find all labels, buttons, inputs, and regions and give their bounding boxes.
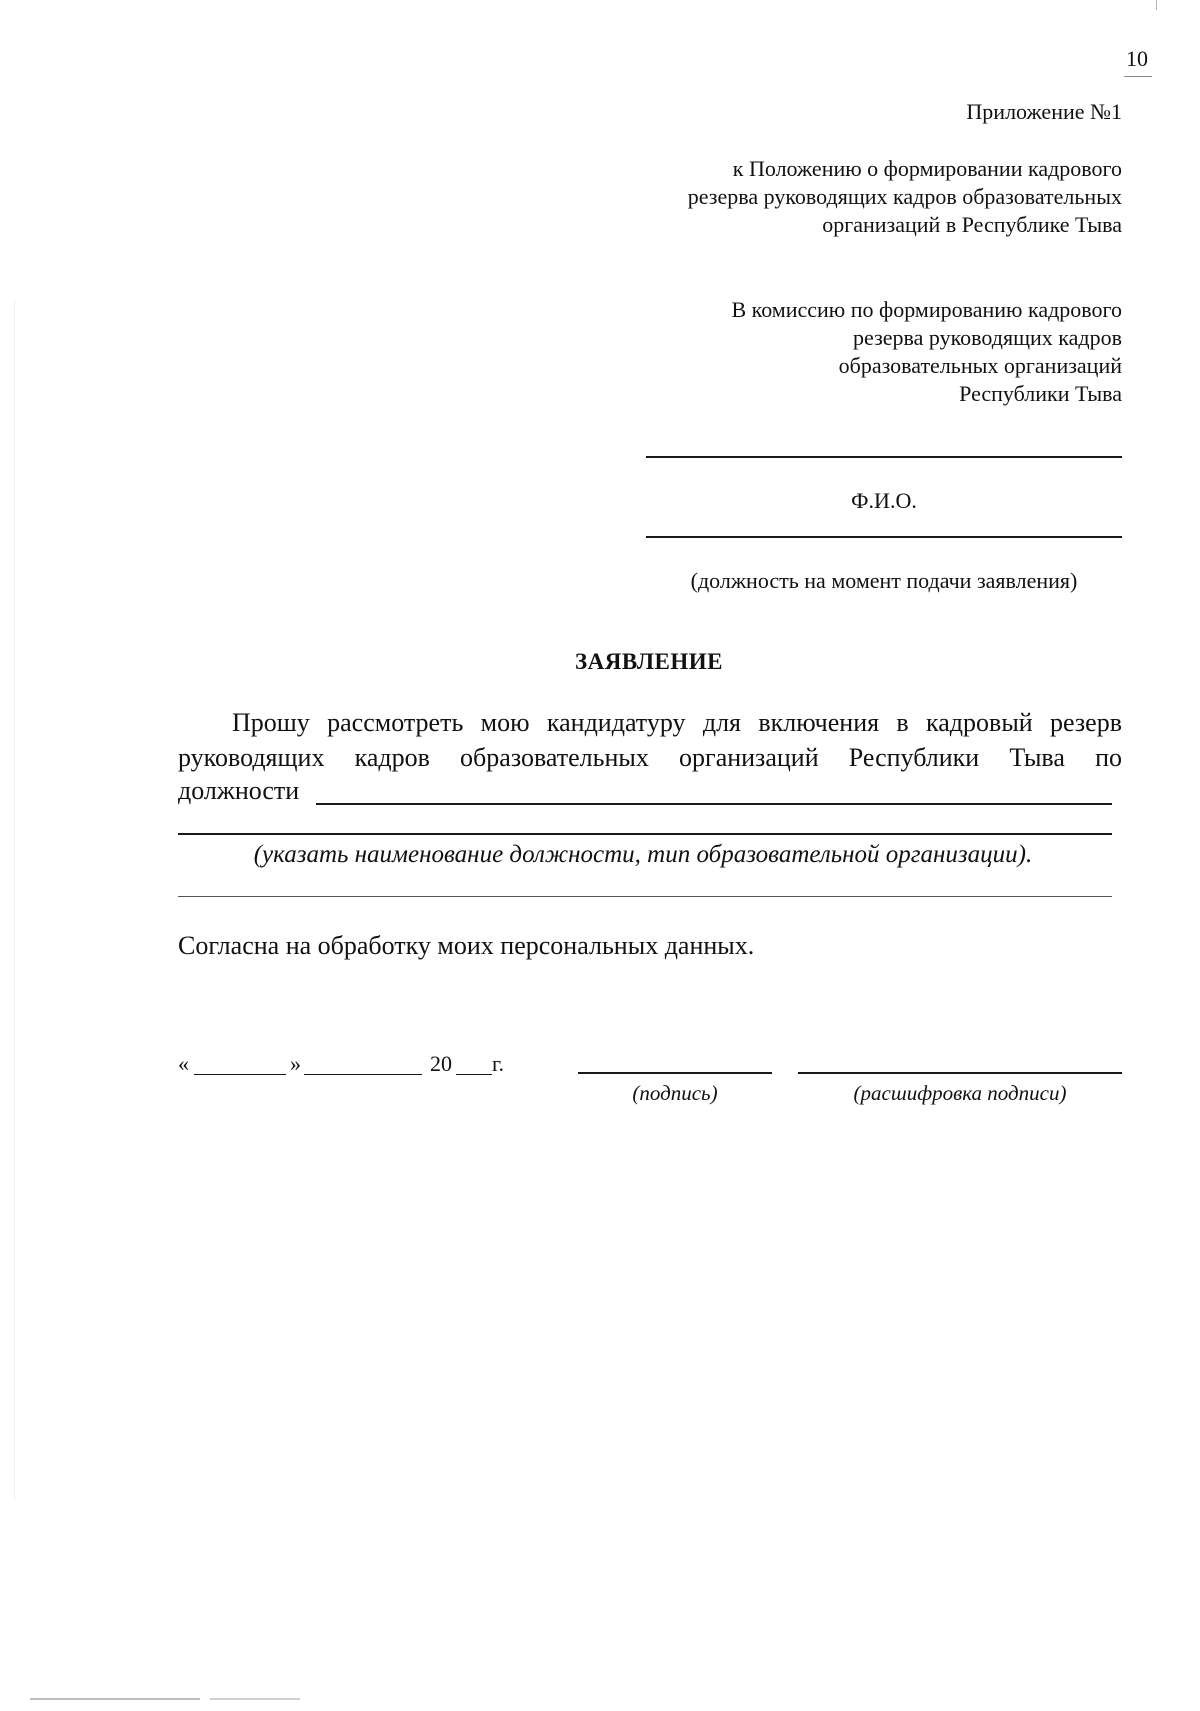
addressee-line: образовательных организаций bbox=[838, 353, 1122, 378]
date-year-suffix: г. bbox=[492, 1051, 505, 1076]
addressee-line: В комиссию по формированию кадрового bbox=[731, 297, 1122, 322]
consent-statement: Согласна на обработку моих персональных данных. bbox=[178, 931, 755, 960]
page-number-underline bbox=[1124, 76, 1152, 77]
signature-field-line[interactable] bbox=[578, 1072, 772, 1074]
applicant-position-field-line[interactable] bbox=[646, 536, 1122, 538]
scan-artifact-mark bbox=[1156, 0, 1157, 10]
date-month-field-line[interactable] bbox=[304, 1074, 422, 1075]
regulation-reference bbox=[688, 155, 1122, 239]
addressee-line: резерва руководящих кадров bbox=[853, 325, 1122, 350]
appendix-label: Приложение №1 bbox=[966, 99, 1122, 124]
applicant-name-caption: Ф.И.О. bbox=[851, 488, 917, 513]
regulation-line: к Положению о формировании кадрового bbox=[732, 156, 1122, 181]
addressee-line: Республики Тыва bbox=[959, 381, 1122, 406]
date-day-field-line[interactable] bbox=[194, 1074, 286, 1075]
scan-artifact-bottom-line bbox=[210, 1698, 300, 1700]
signature-decoding-caption: (расшифровка подписи) bbox=[853, 1081, 1067, 1105]
applicant-name-field-line[interactable] bbox=[646, 456, 1122, 458]
body-line: руководящих кадров образовательных организаций Республики Тыва по bbox=[178, 743, 1122, 772]
desired-position-field-line[interactable] bbox=[316, 803, 1112, 805]
position-hint: (указать наименование должности, тип образовательной организации). bbox=[253, 841, 1033, 868]
signature-caption: (подпись) bbox=[632, 1081, 718, 1105]
signature-decoding-field-line[interactable] bbox=[798, 1072, 1122, 1074]
position-label: должности bbox=[178, 776, 300, 805]
addressee-block bbox=[731, 296, 1122, 408]
applicant-position-caption: (должность на момент подачи заявления) bbox=[690, 568, 1078, 593]
desired-position-field-line-2[interactable] bbox=[178, 833, 1112, 835]
document-title: ЗАЯВЛЕНИЕ bbox=[575, 649, 723, 674]
date-year-prefix: 20 bbox=[430, 1051, 452, 1076]
date-open-quote: « bbox=[178, 1051, 189, 1076]
page-number: 10 bbox=[1126, 46, 1148, 71]
organization-field-line[interactable] bbox=[178, 896, 1112, 897]
regulation-line: резерва руководящих кадров образовательных bbox=[687, 184, 1122, 209]
regulation-line: организаций в Республике Тыва bbox=[822, 212, 1122, 237]
date-close-quote: » bbox=[290, 1051, 301, 1076]
body-line: Прошу рассмотреть мою кандидатуру для включения в кадровый резерв bbox=[232, 708, 1122, 737]
date-year-field-line[interactable] bbox=[456, 1074, 492, 1075]
scan-artifact-edge bbox=[14, 300, 15, 1500]
scan-artifact-bottom-line bbox=[30, 1698, 200, 1700]
